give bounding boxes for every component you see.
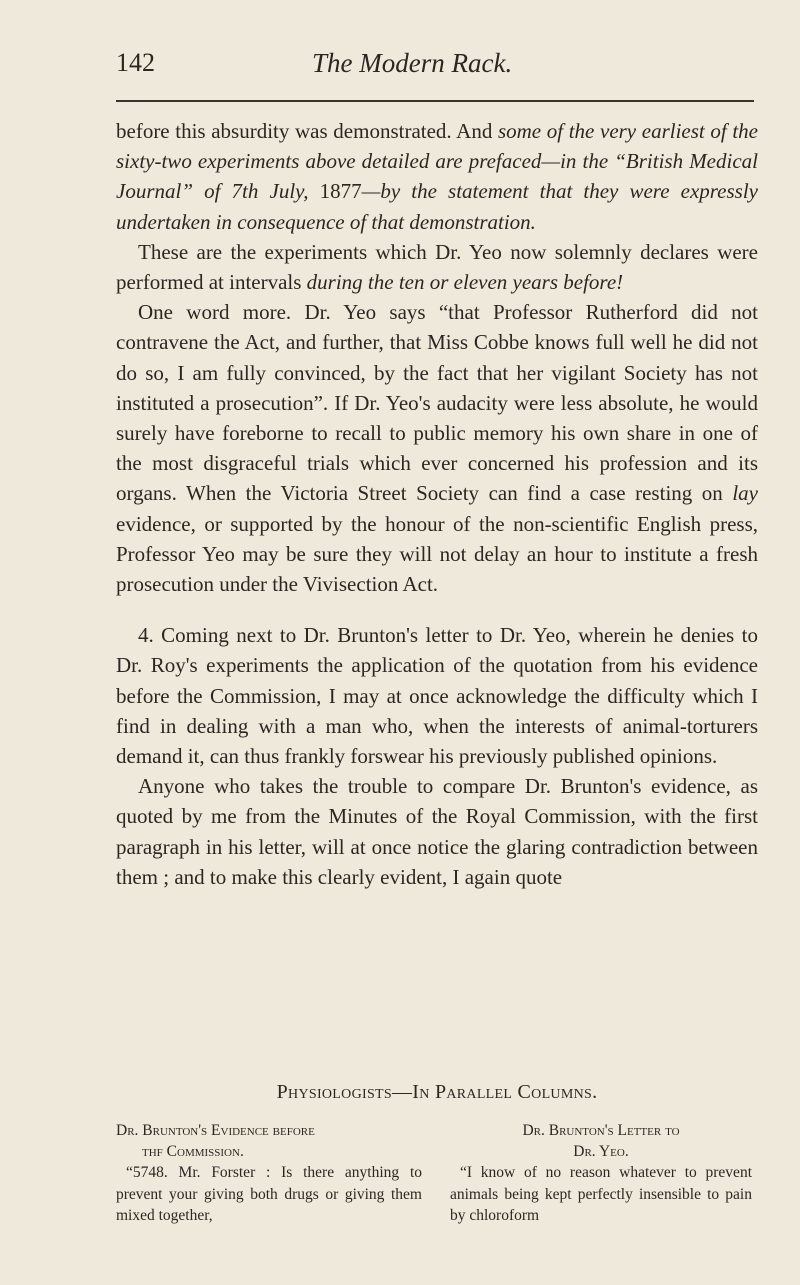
right-column-quote: “I know of no reason whatever to prevent animals being kept perfectly insensible to pain by chloroform	[450, 1164, 752, 1224]
text-run: evidence, or supported by the honour of the non-scientific English press, Professor Yeo may be sure they will not delay an hour to institute a fresh prosecution under the Vivisection Act.	[116, 511, 758, 597]
text-run: 1877	[308, 179, 362, 204]
italic-run: lay	[732, 481, 758, 506]
page-number: 142	[116, 48, 155, 77]
left-column-subheading: thf Commission.	[142, 1143, 244, 1161]
text-run: These are the experiments which Dr. Yeo now solemnly declares were performed at intervals	[116, 239, 758, 295]
paragraph: Anyone who takes the trouble to compare Dr. Brunton's evidence, as quoted by me from the Minutes of the Royal Commission, with the first paragraph in his letter, will at once notice the glaring contradiction between them ; and to make this clearly evident, I again quote	[116, 774, 758, 889]
right-column	[450, 1120, 752, 1226]
paragraph	[116, 297, 758, 599]
header-rule	[116, 100, 754, 102]
page-header	[116, 48, 760, 88]
paragraph	[116, 116, 758, 237]
body-text	[116, 116, 758, 892]
paragraph: 4. Coming next to Dr. Brunton's letter to Dr. Yeo, wherein he denies to Dr. Roy's experiments the application of the quotation from his evidence before the Commission, I may at once acknowledge the difficulty which I find in dealing with a man who, when the interests of animal-torturers demand it, can thus frankly forswear his previously published opinions.	[116, 623, 758, 769]
left-column-heading: Dr. Brunton's Evidence before	[116, 1122, 315, 1139]
paragraph	[116, 237, 758, 297]
right-column-subheading: Dr. Yeo.	[573, 1143, 629, 1161]
left-column	[116, 1120, 422, 1226]
parallel-columns-heading: Physiologists—In Parallel Columns.	[276, 1081, 598, 1103]
italic-run: —by the statement that they were expressly undertaken in consequence of that demonstration.	[116, 179, 758, 234]
left-column-quote: “5748. Mr. Forster : Is there anything to prevent your giving both drugs or giving them mixed together,	[116, 1164, 422, 1224]
right-column-heading: Dr. Brunton's Letter to	[522, 1122, 680, 1139]
italic-run: some of the very earliest of the sixty-two experiments above detailed are prefaced—in the “British Medical Journal” of 7th July,	[116, 119, 758, 204]
text-run: One word more. Dr. Yeo says “that Professor Rutherford did not contravene the Act, and further, that Miss Cobbe knows full well he did not do so, I am fully convinced, by the fact that her vigilant Society has not instituted a prosecution”. If Dr. Yeo's audacity were less absolute, he would surely have foreborne to recall to public memory his own share in one of the most disgraceful trials which ever concerned his profession and its organs. When the Victoria Street Society can find a case resting on	[116, 300, 758, 506]
text-run: before this absurdity was demonstrated. And	[116, 119, 498, 143]
italic-run: during the ten or eleven years before!	[306, 270, 624, 295]
running-title: The Modern Rack.	[312, 48, 513, 78]
